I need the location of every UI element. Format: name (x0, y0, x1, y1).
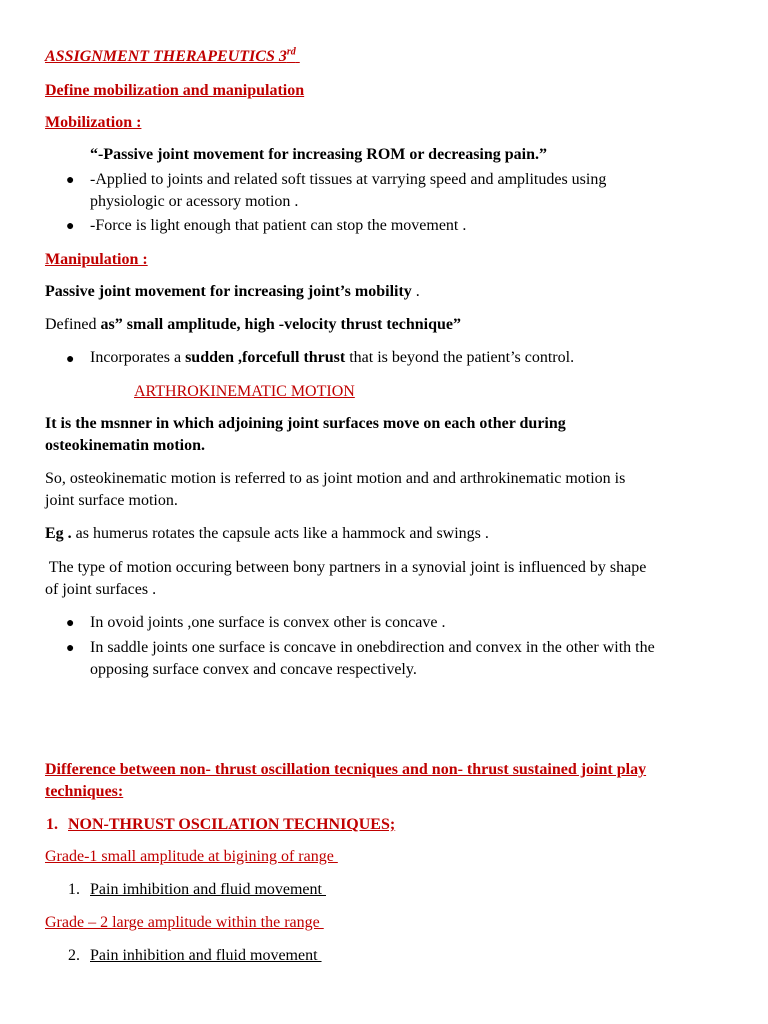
question-heading: Define mobilization and manipulation (45, 82, 305, 99)
mobilization-heading: Mobilization : (45, 114, 142, 131)
example-label: Eg . (45, 525, 72, 542)
example-text: as humerus rotates the capsule acts like a hammock and swings . (71, 525, 489, 542)
manipulation-definition (45, 281, 420, 303)
manipulation-definition-tail: . (411, 283, 420, 300)
bullet-icon: ● (66, 616, 75, 631)
non-thrust-oscillation-heading: NON-THRUST OSCILATION TECHNIQUES; (68, 816, 396, 833)
item-2-text: Pain inhibition and fluid movement (90, 947, 322, 964)
grade-2-heading: Grade – 2 large amplitude within the range (45, 914, 324, 931)
item-1-text: Pain imhibition and fluid movement (90, 881, 326, 898)
mobilization-bullet-1-line-2: physiologic or acessory motion . (90, 193, 299, 210)
grade-1-heading: Grade-1 small amplitude at bigining of range (45, 848, 338, 865)
manipulation-heading: Manipulation : (45, 251, 148, 268)
bullet-icon: ● (66, 219, 75, 234)
title-superscript: rd (286, 46, 296, 58)
arthro-bullet-2-line-1: In saddle joints one surface is concave in onebdirection and convex in the other with the (90, 639, 655, 656)
defined-prefix: Defined (45, 316, 101, 333)
document-title (45, 46, 300, 68)
arthro-type-line-1: The type of motion occuring between bony partners in a synovial joint is influenced by shape (45, 559, 647, 576)
arthro-bullet-1: In ovoid joints ,one surface is convex other is concave . (90, 614, 446, 631)
manipulation-definition-bold: Passive joint movement for increasing joint’s mobility (45, 283, 412, 300)
subheading-number: 1. (46, 816, 58, 833)
title-text: ASSIGNMENT THERAPEUTICS 3 (45, 48, 287, 65)
mobilization-bullet-1-line-1: -Applied to joints and related soft tissues at varrying speed and amplitudes using (90, 171, 607, 188)
arthro-so-line-2: joint surface motion. (45, 492, 178, 509)
manipulation-bullet-bold: sudden ,forcefull thrust (185, 349, 346, 366)
arthro-bullet-2-line-2: opposing surface convex and concave respectively. (90, 661, 417, 678)
manipulation-defined-as (45, 314, 461, 336)
arthro-type-line-2: of joint surfaces . (45, 581, 157, 598)
difference-heading-line-1: Difference between non- thrust oscillation tecniques and non- thrust sustained joint play (45, 761, 647, 778)
item-1-number: 1. (68, 881, 80, 898)
bullet-icon: ● (66, 641, 75, 656)
bullet-icon: ● (66, 352, 75, 367)
arthrokinematic-heading: ARTHROKINEMATIC MOTION (134, 383, 355, 400)
arthro-so-line-1: So, osteokinematic motion is referred to as joint motion and and arthrokinematic motion is (45, 470, 626, 487)
arthro-example (45, 523, 489, 545)
manipulation-bullet-post: that is beyond the patient’s control. (345, 349, 575, 366)
mobilization-quote: “-Passive joint movement for increasing ROM or decreasing pain.” (90, 146, 547, 163)
mobilization-bullet-2: -Force is light enough that patient can stop the movement . (90, 217, 467, 234)
difference-heading-line-2: techniques: (45, 783, 124, 800)
manipulation-bullet (90, 347, 574, 369)
manipulation-bullet-pre: Incorporates a (90, 349, 186, 366)
arthro-definition-line-2: osteokinematin motion. (45, 437, 205, 454)
arthro-definition-line-1: It is the msnner in which adjoining joint surfaces move on each other during (45, 415, 566, 432)
defined-bold: as” small amplitude, high -velocity thrust technique” (100, 316, 461, 333)
item-2-number: 2. (68, 947, 80, 964)
bullet-icon: ● (66, 173, 75, 188)
